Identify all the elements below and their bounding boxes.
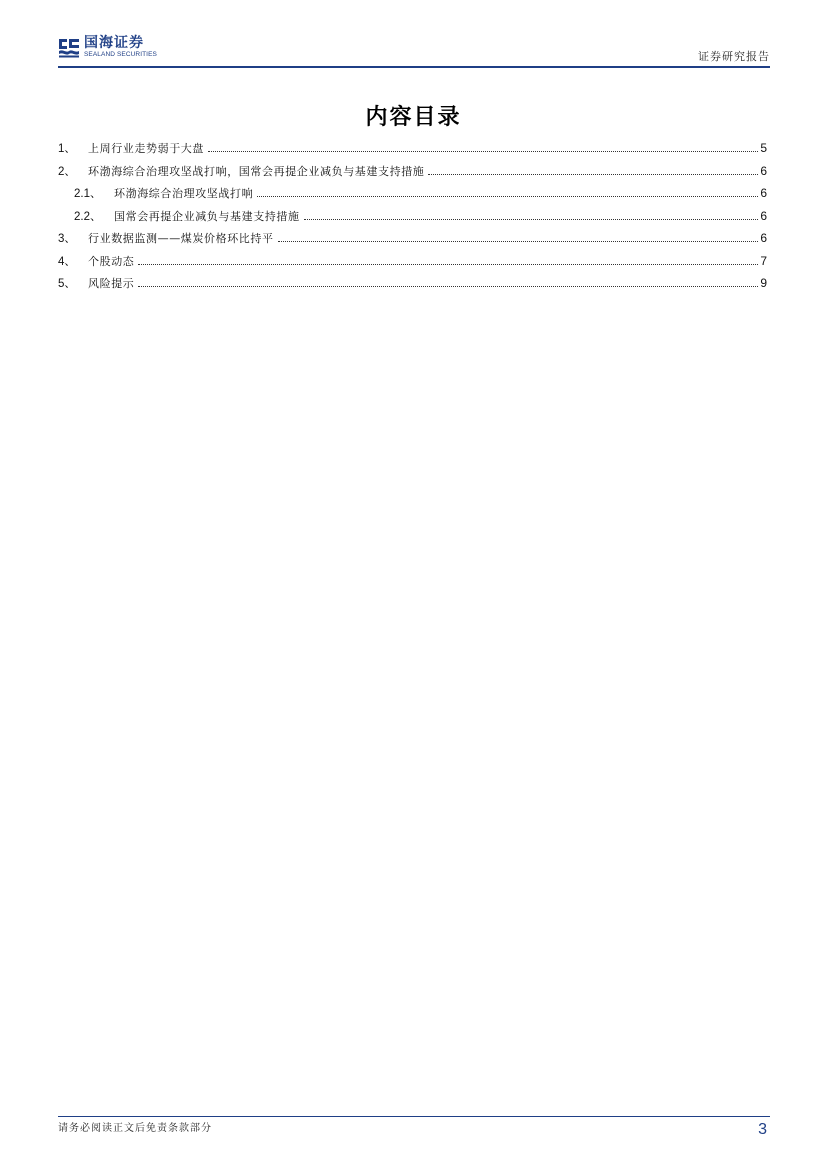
header-divider xyxy=(58,66,770,68)
toc-entry-title: 行业数据监测——煤炭价格环比持平 xyxy=(88,232,274,245)
toc-entry-title: 环渤海综合治理攻坚战打响，国常会再提企业减负与基建支持措施 xyxy=(88,164,425,178)
toc-leader-dots xyxy=(138,285,758,287)
toc-entry-4[interactable] xyxy=(58,250,767,273)
toc-entry-2-2[interactable] xyxy=(58,205,767,228)
toc-entry-number: 2、 xyxy=(58,165,76,178)
toc-entry-5[interactable] xyxy=(58,272,767,295)
toc-entry-page: 6 xyxy=(760,163,767,178)
toc-entry-title: 上周行业走势弱于大盘 xyxy=(88,142,204,155)
toc-entry-page: 6 xyxy=(760,231,767,245)
table-of-contents xyxy=(58,137,767,295)
toc-entry-2[interactable] xyxy=(58,160,767,183)
toc-leader-dots xyxy=(257,195,758,197)
toc-entry-page: 9 xyxy=(760,276,767,290)
toc-entry-page: 6 xyxy=(760,208,767,223)
page-header xyxy=(58,36,770,66)
toc-entry-title: 个股动态 xyxy=(88,254,135,268)
toc-entry-number: 3、 xyxy=(58,233,76,245)
toc-leader-dots xyxy=(304,218,759,220)
sealand-logo-icon xyxy=(58,36,80,58)
toc-entry-3[interactable] xyxy=(58,227,767,250)
logo-english-name: SEALAND SECURITIES xyxy=(84,51,157,58)
toc-leader-dots xyxy=(208,150,758,152)
toc-leader-dots xyxy=(278,240,759,242)
toc-entry-title: 环渤海综合治理攻坚战打响 xyxy=(114,187,254,200)
toc-entry-1[interactable] xyxy=(58,137,767,160)
toc-entry-number: 1、 xyxy=(58,143,76,155)
toc-entry-page: 7 xyxy=(760,253,767,268)
report-type-label: 证券研究报告 xyxy=(698,50,770,63)
toc-entry-2-1[interactable] xyxy=(58,182,767,205)
toc-entry-title: 风险提示 xyxy=(88,277,135,290)
footer-divider xyxy=(58,1116,770,1117)
toc-entry-title: 国常会再提企业减负与基建支持措施 xyxy=(114,209,300,223)
toc-entry-number: 4、 xyxy=(58,255,76,268)
toc-entry-number: 2.1、 xyxy=(74,188,102,200)
toc-leader-dots xyxy=(428,173,758,175)
footer-disclaimer: 请务必阅读正文后免责条款部分 xyxy=(58,1123,212,1134)
page-number: 3 xyxy=(758,1121,767,1138)
company-logo xyxy=(58,36,157,59)
toc-entry-page: 6 xyxy=(760,186,767,200)
toc-entry-number: 2.2、 xyxy=(74,210,102,223)
logo-chinese-name: 国海证券 xyxy=(84,35,144,51)
toc-leader-dots xyxy=(138,263,758,265)
toc-title: 内容目录 xyxy=(365,104,462,130)
toc-entry-page: 5 xyxy=(760,141,767,155)
toc-entry-number: 5、 xyxy=(58,278,76,290)
